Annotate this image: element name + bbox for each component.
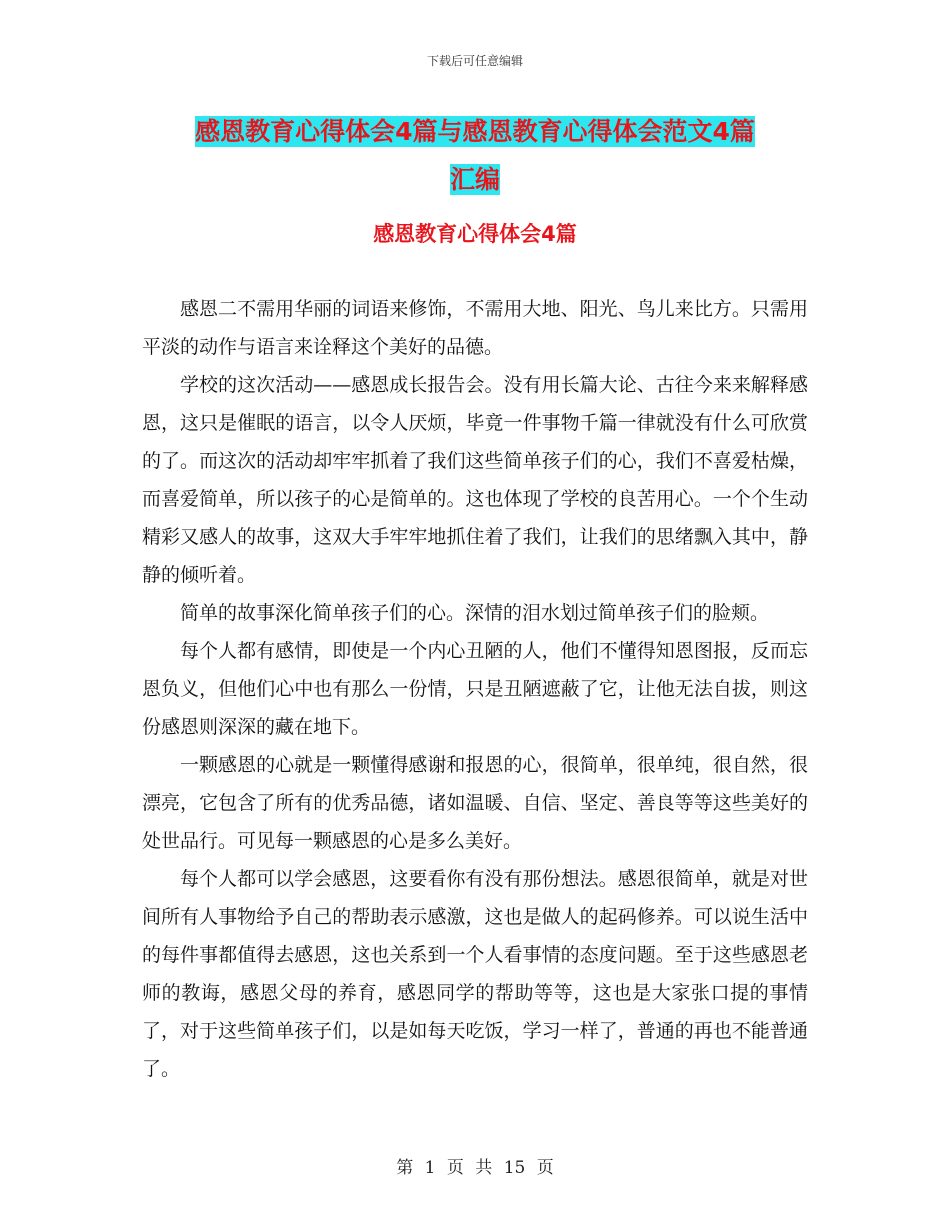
document-body [142, 290, 808, 1088]
section-title: 感恩教育心得体会4篇 [373, 222, 577, 246]
paragraph: 简单的故事深化简单孩子们的心。深情的泪水划过简单孩子们的脸颊。 [180, 602, 770, 624]
paragraph: 每个人都有感情，即使是一个内心丑陋的人，他们不懂得知恩图报，反而忘恩负义，但他们心中也有那么一份情，只是丑陋遮蔽了它，让他无法自拔，则这份感恩则深深的藏在地下。 [142, 640, 808, 738]
paragraph: 感恩二不需用华丽的词语来修饰，不需用大地、阳光、鸟儿来比方。只需用平淡的动作与语言来诠释这个美好的品德。 [142, 298, 808, 358]
page-header-note: 下载后可任意编辑 [426, 54, 523, 68]
document-title [142, 108, 808, 204]
document-title-line-2: 汇编 [449, 165, 500, 194]
page-number-footer: 第 1 页 共 15 页 [396, 1158, 554, 1178]
paragraph: 每个人都可以学会感恩，这要看你有没有那份想法。感恩很简单，就是对世间所有人事物给予自己的帮助表示感激，这也是做人的起码修养。可以说生活中的每件事都值得去感恩，这也关系到一个人看事情的态度问题。至于这些感恩老师的教诲，感恩父母的养育，感恩同学的帮助等等，这也是大家张口提的事情了，对于这些简单孩子们，以是如每天吃饭，学习一样了，普通的再也不能普通了。 [142, 868, 808, 1080]
document-title-line-1: 感恩教育心得体会4篇与感恩教育心得体会范文4篇 [195, 117, 755, 146]
paragraph: 学校的这次活动——感恩成长报告会。没有用长篇大论、古往今来来解释感恩，这只是催眠的语言，以令人厌烦，毕竟一件事物千篇一律就没有什么可欣赏的了。而这次的活动却牢牢抓着了我们这些简单孩子们的心，我们不喜爱枯燥，而喜爱简单，所以孩子的心是简单的。这也体现了学校的良苦用心。一个个生动精彩又感人的故事，这双大手牢牢地抓住着了我们，让我们的思绪飘入其中，静静的倾听着。 [142, 374, 808, 586]
paragraph: 一颗感恩的心就是一颗懂得感谢和报恩的心，很简单，很单纯，很自然，很漂亮，它包含了所有的优秀品德，诸如温暖、自信、坚定、善良等等这些美好的处世品行。可见每一颗感恩的心是多么美好。 [142, 754, 808, 852]
